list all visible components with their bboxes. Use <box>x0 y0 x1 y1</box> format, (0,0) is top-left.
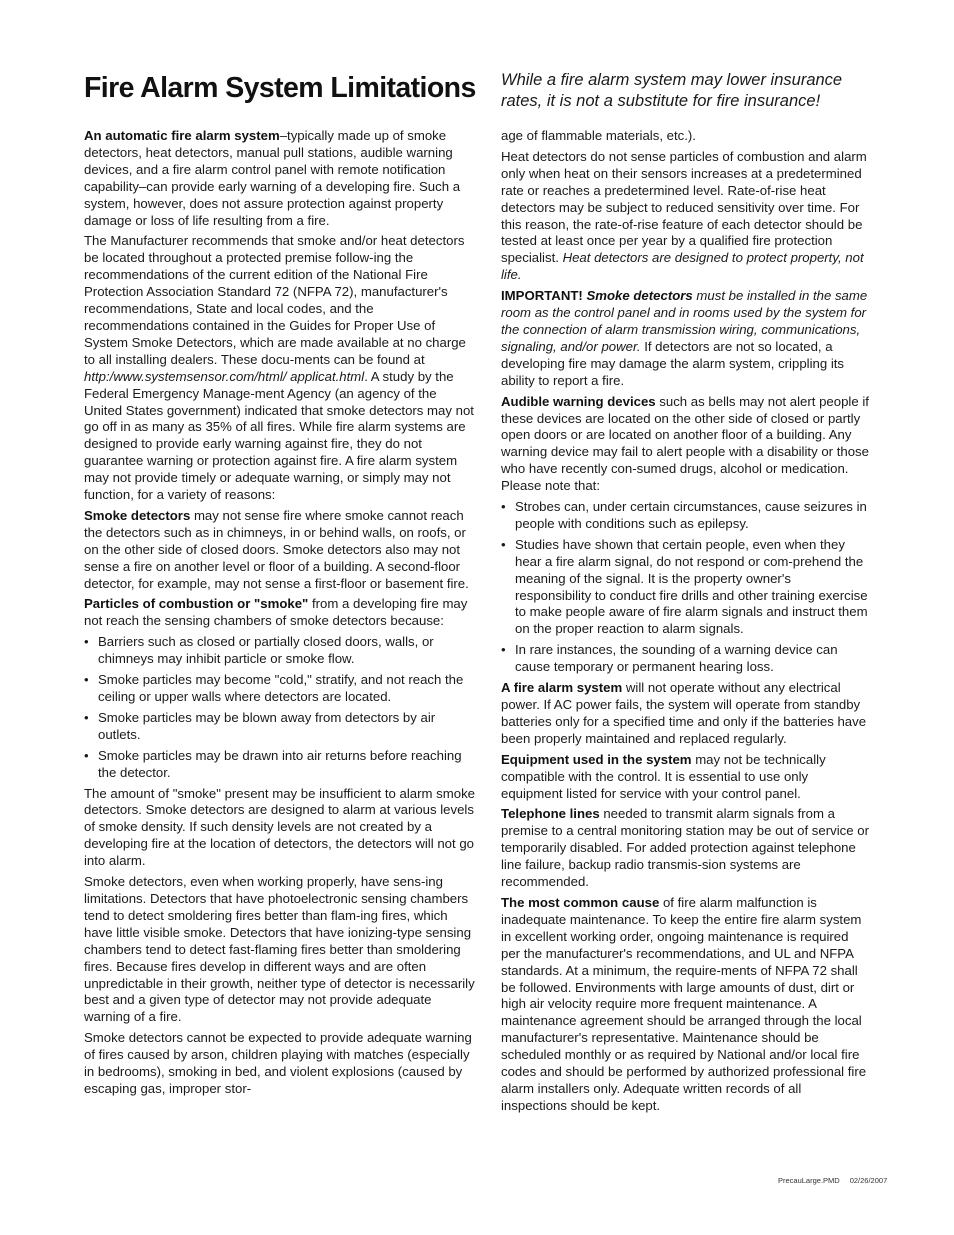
paragraph-text: may not sense fire where smoke cannot reach the detectors such as in chimneys, in or behind walls, on roofs, or on the other side of closed doors. Smoke detectors also may not sense a fire on another level or floor of a building. A second-floor detector, for example, may not sense a first-floor or basement fire. <box>84 507 469 591</box>
paragraph-manufacturer-recommendation <box>84 233 476 504</box>
paragraph-sensing-limitations: Smoke detectors, even when working properly, have sens-ing limitations. Detectors that have photoelectronic sensing chambers tend to detect smoldering fires better than flam-ing fires, which have little visible smoke. Detectors that have ionizing-type sensing chambers tend to detect fast-flaming fires better than smoldering fires. Because fires develop in different ways and are often unpredictable in their growth, neither type of detector is necessarily best and a given type of detector may not provide adequate warning of a fire. <box>84 874 475 1025</box>
bullet-glyph: • <box>501 499 506 515</box>
bullet-glyph: • <box>84 634 89 650</box>
paragraph-text: of fire alarm malfunction is inadequate maintenance. To keep the entire fire alarm system in excellent working order, ongoing maintenance is required per the manufacturer's recommendations, and UL and NFPA standards. At a minimum, the require-ments of NFPA 72 shall be followed. Environments with large amounts of dust, dirt or high air velocity require more frequent maintenance. A maintenance agreement should be arranged through the local manufacturer's representative. Maintenance should be scheduled monthly or as required by National and/or local fire codes and should be performed by authorized professional fire alarm installers only. Adequate written records of all inspections should be kept. <box>501 894 867 1113</box>
list-item-text: In rare instances, the sounding of a warning device can cause temporary or permanent hearing loss. <box>515 642 838 675</box>
list-item-text: Smoke particles may be drawn into air returns before reaching the detector. <box>98 747 462 780</box>
paragraph-cannot-warn: Smoke detectors cannot be expected to provide adequate warning of fires caused by arson, children playing with matches (especially in bedrooms), smoking in bed, and violent explosions (caused by escaping gas, improper stor- <box>84 1030 472 1096</box>
italic-note: must be installed in the same room as the control panel and in rooms used by the system for the connection of alarm transmission wiring, communications, signaling, and/or power. <box>501 288 868 354</box>
paragraph-telephone-lines <box>501 806 870 891</box>
paragraph-text: Heat detectors do not sense particles of combustion and alarm only when heat on their sensors increases at a predetermined rate or reaches a predetermined level. Rate-of-rise heat detectors may be subject to reduced sensitivity over time. For this reason, the rate-of-rise feature of each detector should be tested at least once per year by a qualified fire protection specialist. <box>501 148 867 266</box>
footer-filename: PrecauLarge.PMD <box>778 1176 840 1185</box>
page-title: Fire Alarm System Limitations <box>84 72 476 104</box>
list-item <box>84 748 476 782</box>
paragraph-important <box>501 288 870 389</box>
bold-lead: Audible warning devices <box>501 393 656 409</box>
list-item-text: Strobes can, under certain circumstances, cause seizures in people with conditions such as epilepsy. <box>515 499 867 531</box>
paragraph-equipment <box>501 752 870 803</box>
bold-lead: Smoke detectors <box>84 507 191 523</box>
italic-note: Heat detectors are designed to protect property, not life. <box>501 250 864 283</box>
paragraph-text: needed to transmit alarm signals from a premise to a central monitoring station may be out of service or temporarily disabled. For added protection against telephone line failure, backup radio transmis-sion systems are recommended. <box>501 806 869 890</box>
paragraph-smoke-amount: The amount of "smoke" present may be insufficient to alarm smoke detectors. Smoke detectors are designed to alarm at various levels of smoke density. If such density levels are not created by a developing fire at the location of detectors, the detectors will not go into alarm. <box>84 785 476 869</box>
bold-lead: The most common cause <box>501 894 660 910</box>
bold-italic-term: Smoke detectors <box>586 288 693 304</box>
paragraph-text: will not operate without any electrical power. If AC power fails, the system will operate from standby batteries only for a specified time and only if the batteries have been properly maintained and replaced regularly. <box>501 680 867 746</box>
bold-lead: A fire alarm system <box>501 680 623 696</box>
bullet-glyph: • <box>84 709 89 725</box>
paragraph-maintenance <box>501 895 870 1115</box>
paragraph-automatic-system <box>84 128 476 229</box>
guides-url: http:/www.systemsensor.com/html/ applicat.html <box>84 368 365 384</box>
footer-date: 02/26/2007 <box>849 1176 888 1185</box>
paragraph-text: may not be technically compatible with the control. It is essential to use only equipment listed for service with your control panel. <box>501 751 826 801</box>
paragraph-continuation: age of flammable materials, etc.). <box>501 128 696 143</box>
list-item <box>501 642 870 676</box>
paragraph-text: such as bells may not alert people if these devices are located on the other side of closed or partly open doors or are located on another floor of a building. Any warning device may fail to alert people with a disability or those who have recently con-sumed drugs, alcohol or medication. Please note that: <box>501 393 869 494</box>
paragraph-text: from a developing fire may not reach the sensing chambers of smoke detectors because: <box>84 596 468 629</box>
paragraph-power <box>501 680 870 748</box>
list-item <box>84 634 476 668</box>
warning-bullet-list <box>501 499 870 676</box>
paragraph-text: –typically made up of smoke detectors, heat detectors, manual pull stations, audible warning devices, and a fire alarm control panel with remote notification capability–can provide early warning of a developing fire. Such a system, however, does not assure protection against property damage or loss of life resulting from a fire. <box>84 128 461 228</box>
bullet-glyph: • <box>84 747 89 763</box>
bold-lead: Equipment used in the system <box>501 751 692 767</box>
paragraph-smoke-detectors <box>84 508 476 593</box>
right-column <box>501 128 870 1119</box>
particles-bullet-list <box>84 634 476 781</box>
paragraph-heat-detectors <box>501 149 870 284</box>
bullet-glyph: • <box>501 642 506 658</box>
list-item-text: Smoke particles may be blown away from detectors by air outlets. <box>98 709 436 742</box>
bold-lead: IMPORTANT! <box>501 288 587 304</box>
document-footer <box>778 1176 908 1185</box>
list-item <box>501 499 870 533</box>
list-item-text: Barriers such as closed or partially closed doors, walls, or chimneys may inhibit particle or smoke flow. <box>98 634 434 667</box>
paragraph-text: . A study by the Federal Emergency Manage-ment Agency (an agency of the United States government) indicated that smoke detectors may not go off in as many as 35% of all fires. While fire alarm systems are designed to provide early warning against fire, they do not guarantee warning or protection against fire. A fire alarm system may not provide timely or adequate warning, or simply may not function, for a variety of reasons: <box>84 368 474 503</box>
bold-lead: Particles of combustion or "smoke" <box>84 596 309 612</box>
paragraph-audible-devices <box>501 394 870 495</box>
list-item-text: Studies have shown that certain people, even when they hear a fire alarm signal, do not respond or com-prehend the meaning of the signal. It is the property owner's responsibility to conduct fire drills and other training exercise to make people aware of fire alarm signals and instruct them on the proper reaction to alarm signals. <box>515 536 868 637</box>
paragraph-text: The Manufacturer recommends that smoke and/or heat detectors be located throughout a protected premise follow-ing the recommendations of the current edition of the National Fire Protection Association Standard 72 (NFPA 72), manufacturer's recommendations, State and local codes, and the recommendations contained in the Guides for Proper Use of System Smoke Detectors, which are made available at no charge to all installing dealers. These docu-ments can be found at <box>84 233 466 367</box>
list-item-text: Smoke particles may become "cold," stratify, and not reach the ceiling or upper walls where detectors are located. <box>98 672 464 704</box>
list-item <box>84 672 476 706</box>
paragraph-text: If detectors are not so located, a developing fire may damage the alarm system, crippling its ability to report a fire. <box>501 338 845 388</box>
list-item <box>501 537 870 638</box>
bold-lead: Telephone lines <box>501 806 600 822</box>
list-item <box>84 710 476 744</box>
bullet-glyph: • <box>84 672 89 688</box>
insurance-tagline: While a fire alarm system may lower insurance rates, it is not a substitute for fire insurance! <box>501 71 843 110</box>
bullet-glyph: • <box>501 536 506 552</box>
left-column <box>84 128 476 1102</box>
bold-lead: An automatic fire alarm system <box>84 128 280 143</box>
paragraph-particles <box>84 596 476 630</box>
